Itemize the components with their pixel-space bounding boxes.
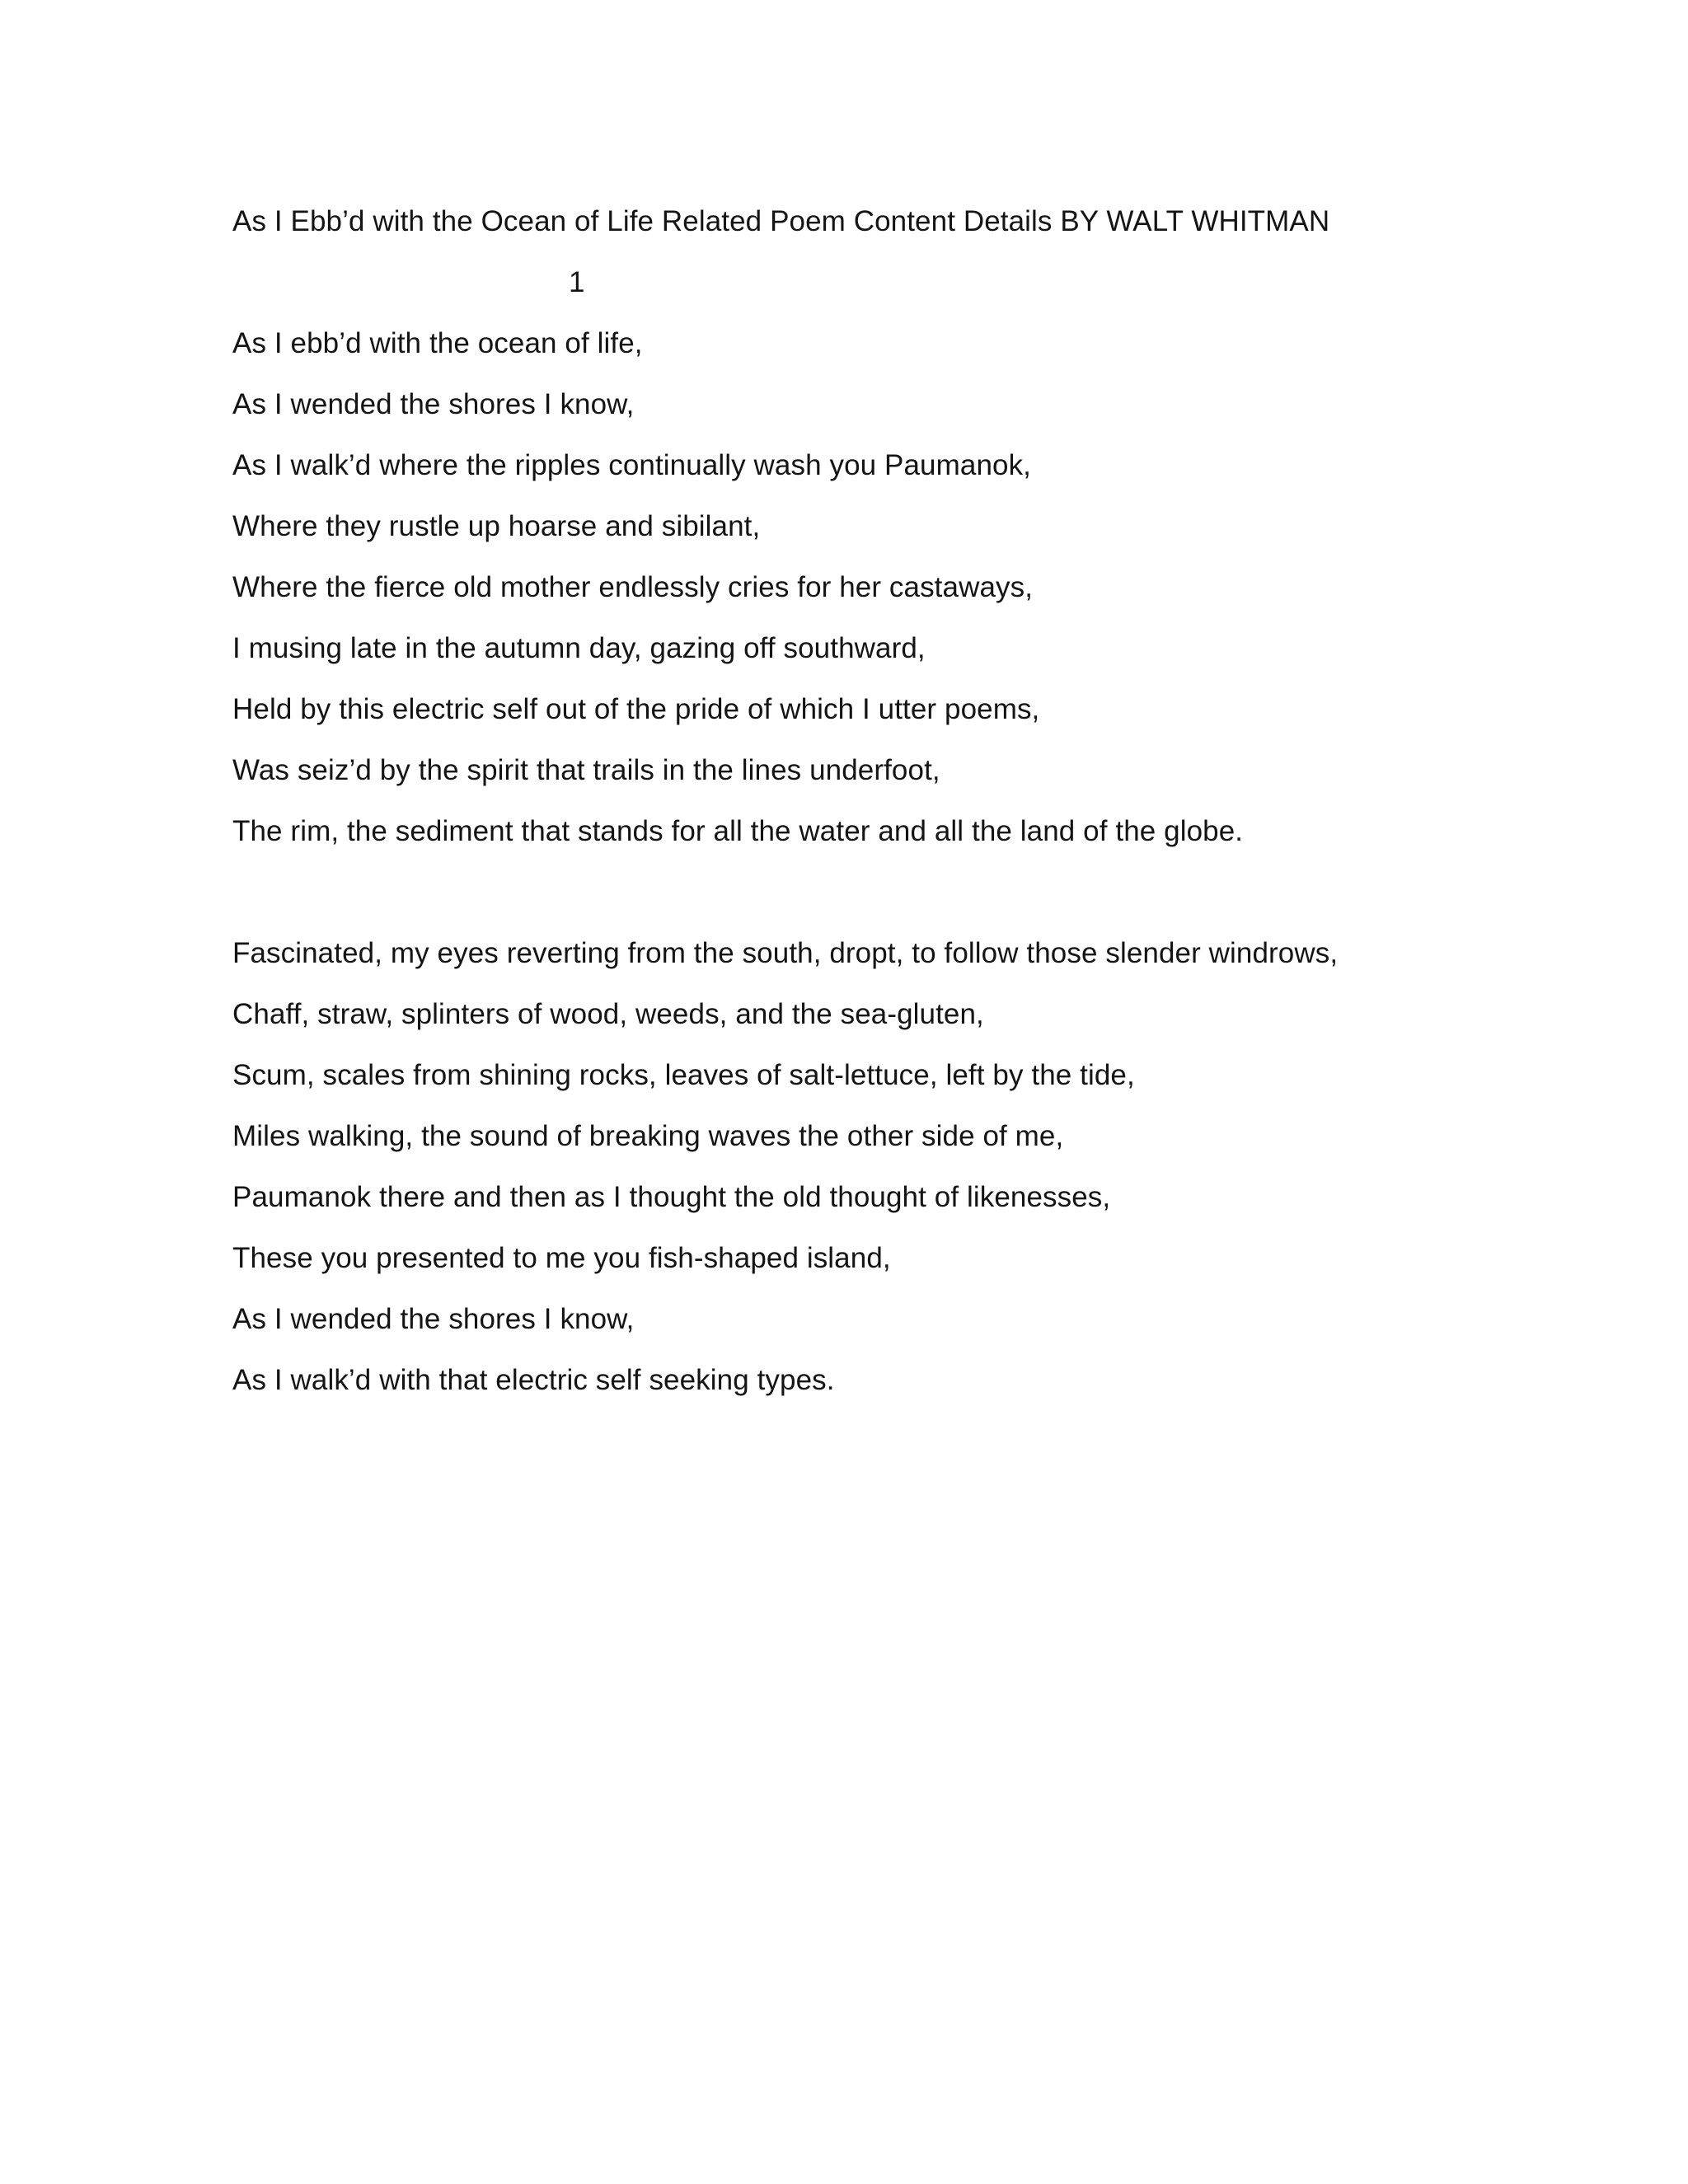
document-title: As I Ebb’d with the Ocean of Life Related Poem Content Details BY WALT WHITMAN [232,205,1330,237]
poem-line: Scum, scales from shining rocks, leaves of salt-lettuce, left by the tide, [232,1059,1135,1091]
poem-line: Where the fierce old mother endlessly cries for her castaways, [232,571,1034,603]
poem-line: Where they rustle up hoarse and sibilant, [232,510,761,542]
poem-line: As I walk’d where the ripples continually wash you Paumanok, [232,449,1031,481]
poem-line: Held by this electric self out of the pride of which I utter poems, [232,693,1040,725]
poem-line: I musing late in the autumn day, gazing off southward, [232,632,926,664]
poem-line: These you presented to me you fish-shaped island, [232,1242,891,1274]
poem-line: Chaff, straw, splinters of wood, weeds, and the sea-gluten, [232,998,984,1030]
poem-text [232,191,1650,1411]
poem-line: As I wended the shores I know, [232,388,635,420]
section-number: 1 [569,266,585,298]
poem-line: Miles walking, the sound of breaking waves the other side of me, [232,1120,1064,1152]
poem-line: As I ebb’d with the ocean of life, [232,327,643,359]
poem-line: As I walk’d with that electric self seeking types. [232,1364,835,1396]
poem-line: Was seiz’d by the spirit that trails in the lines underfoot, [232,754,940,786]
stanza-1 [232,313,1650,862]
poem-line: As I wended the shores I know, [232,1303,635,1335]
stanza-2 [232,923,1650,1411]
stanza-divider [232,862,1650,923]
poem-line: Fascinated, my eyes reverting from the south, dropt, to follow those slender windrows, [232,937,1339,969]
poem-line: Paumanok there and then as I thought the old thought of likenesses, [232,1181,1111,1213]
poem-line: The rim, the sediment that stands for all the water and all the land of the globe. [232,815,1244,847]
